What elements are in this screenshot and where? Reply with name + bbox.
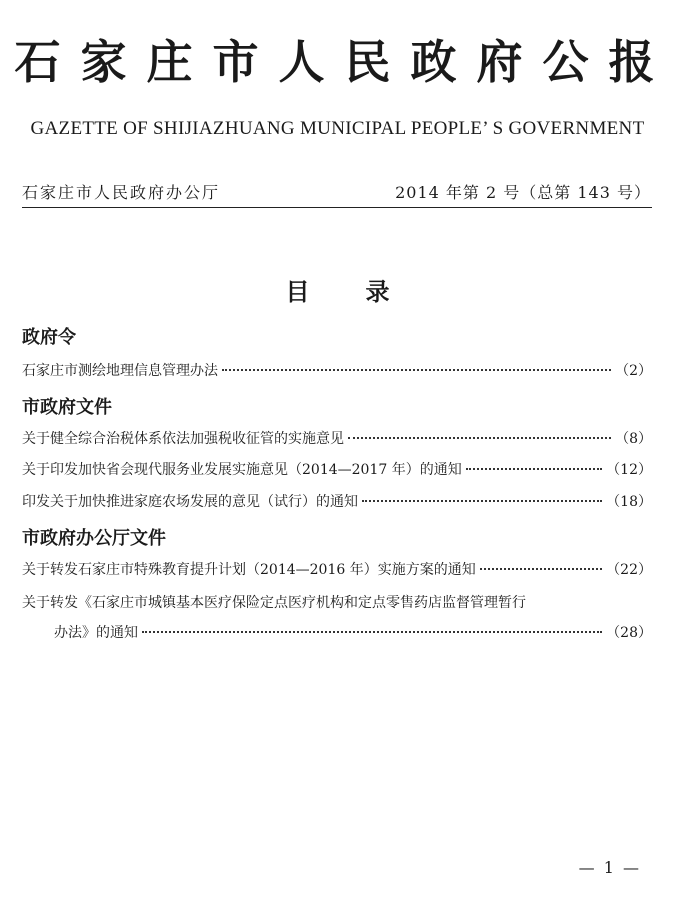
- leader-dots: [142, 631, 602, 633]
- leader-dots: [480, 568, 602, 570]
- toc-entry-title-line1[interactable]: 关于转发《石家庄市城镇基本医疗保险定点医疗机构和定点零售药店监督管理暂行: [22, 595, 526, 611]
- toc-entry[interactable]: [22, 360, 652, 380]
- leader-dots: [348, 437, 611, 439]
- toc-entry-page: （12）: [606, 462, 652, 478]
- toc-entry[interactable]: [22, 559, 652, 579]
- page-number: — 1 —: [578, 858, 641, 877]
- toc-title: [0, 272, 675, 307]
- header-rule: [22, 207, 652, 208]
- section-heading-decree: 政府令: [22, 327, 76, 348]
- toc-entry-title: 印发关于加快推进家庭农场发展的意见（试行）的通知: [22, 494, 358, 510]
- toc-entry-title: 关于健全综合治税体系依法加强税收征管的实施意见: [22, 431, 344, 447]
- toc-entry-title: 石家庄市测绘地理信息管理办法: [22, 363, 218, 379]
- toc-entry-page: （22）: [606, 562, 652, 578]
- toc-entry[interactable]: [54, 622, 652, 642]
- gazette-subtitle: GAZETTE OF SHIJIAZHUANG MUNICIPAL PEOPLE’ S GOVERNMENT: [30, 118, 645, 139]
- section-heading-office-documents: 市政府办公厅文件: [22, 528, 166, 549]
- toc-entry-page: （28）: [606, 625, 652, 641]
- toc-entry[interactable]: [22, 459, 652, 479]
- toc-title-left: 目: [285, 278, 310, 306]
- toc-entry-page: （8）: [615, 431, 652, 447]
- gazette-title: 石家庄市人民政府公报: [14, 35, 675, 89]
- issue-number: 2014 年第 2 号（总第 143 号）: [395, 183, 651, 202]
- leader-dots: [222, 369, 611, 371]
- toc-entry-page: （18）: [606, 494, 652, 510]
- toc-entry-page: （2）: [615, 363, 652, 379]
- toc-entry-title-line2: 办法》的通知: [54, 625, 138, 641]
- toc-title-right: 录: [365, 278, 390, 306]
- leader-dots: [466, 468, 602, 470]
- toc-entry[interactable]: [22, 491, 652, 511]
- toc-entry-title: 关于转发石家庄市特殊教育提升计划（2014—2016 年）实施方案的通知: [22, 562, 476, 578]
- issuer: 石家庄市人民政府办公厅: [22, 183, 221, 202]
- section-heading-municipal-documents: 市政府文件: [22, 397, 112, 418]
- leader-dots: [362, 500, 602, 502]
- toc-entry-title: 关于印发加快省会现代服务业发展实施意见（2014—2017 年）的通知: [22, 462, 462, 478]
- toc-entry[interactable]: [22, 428, 652, 448]
